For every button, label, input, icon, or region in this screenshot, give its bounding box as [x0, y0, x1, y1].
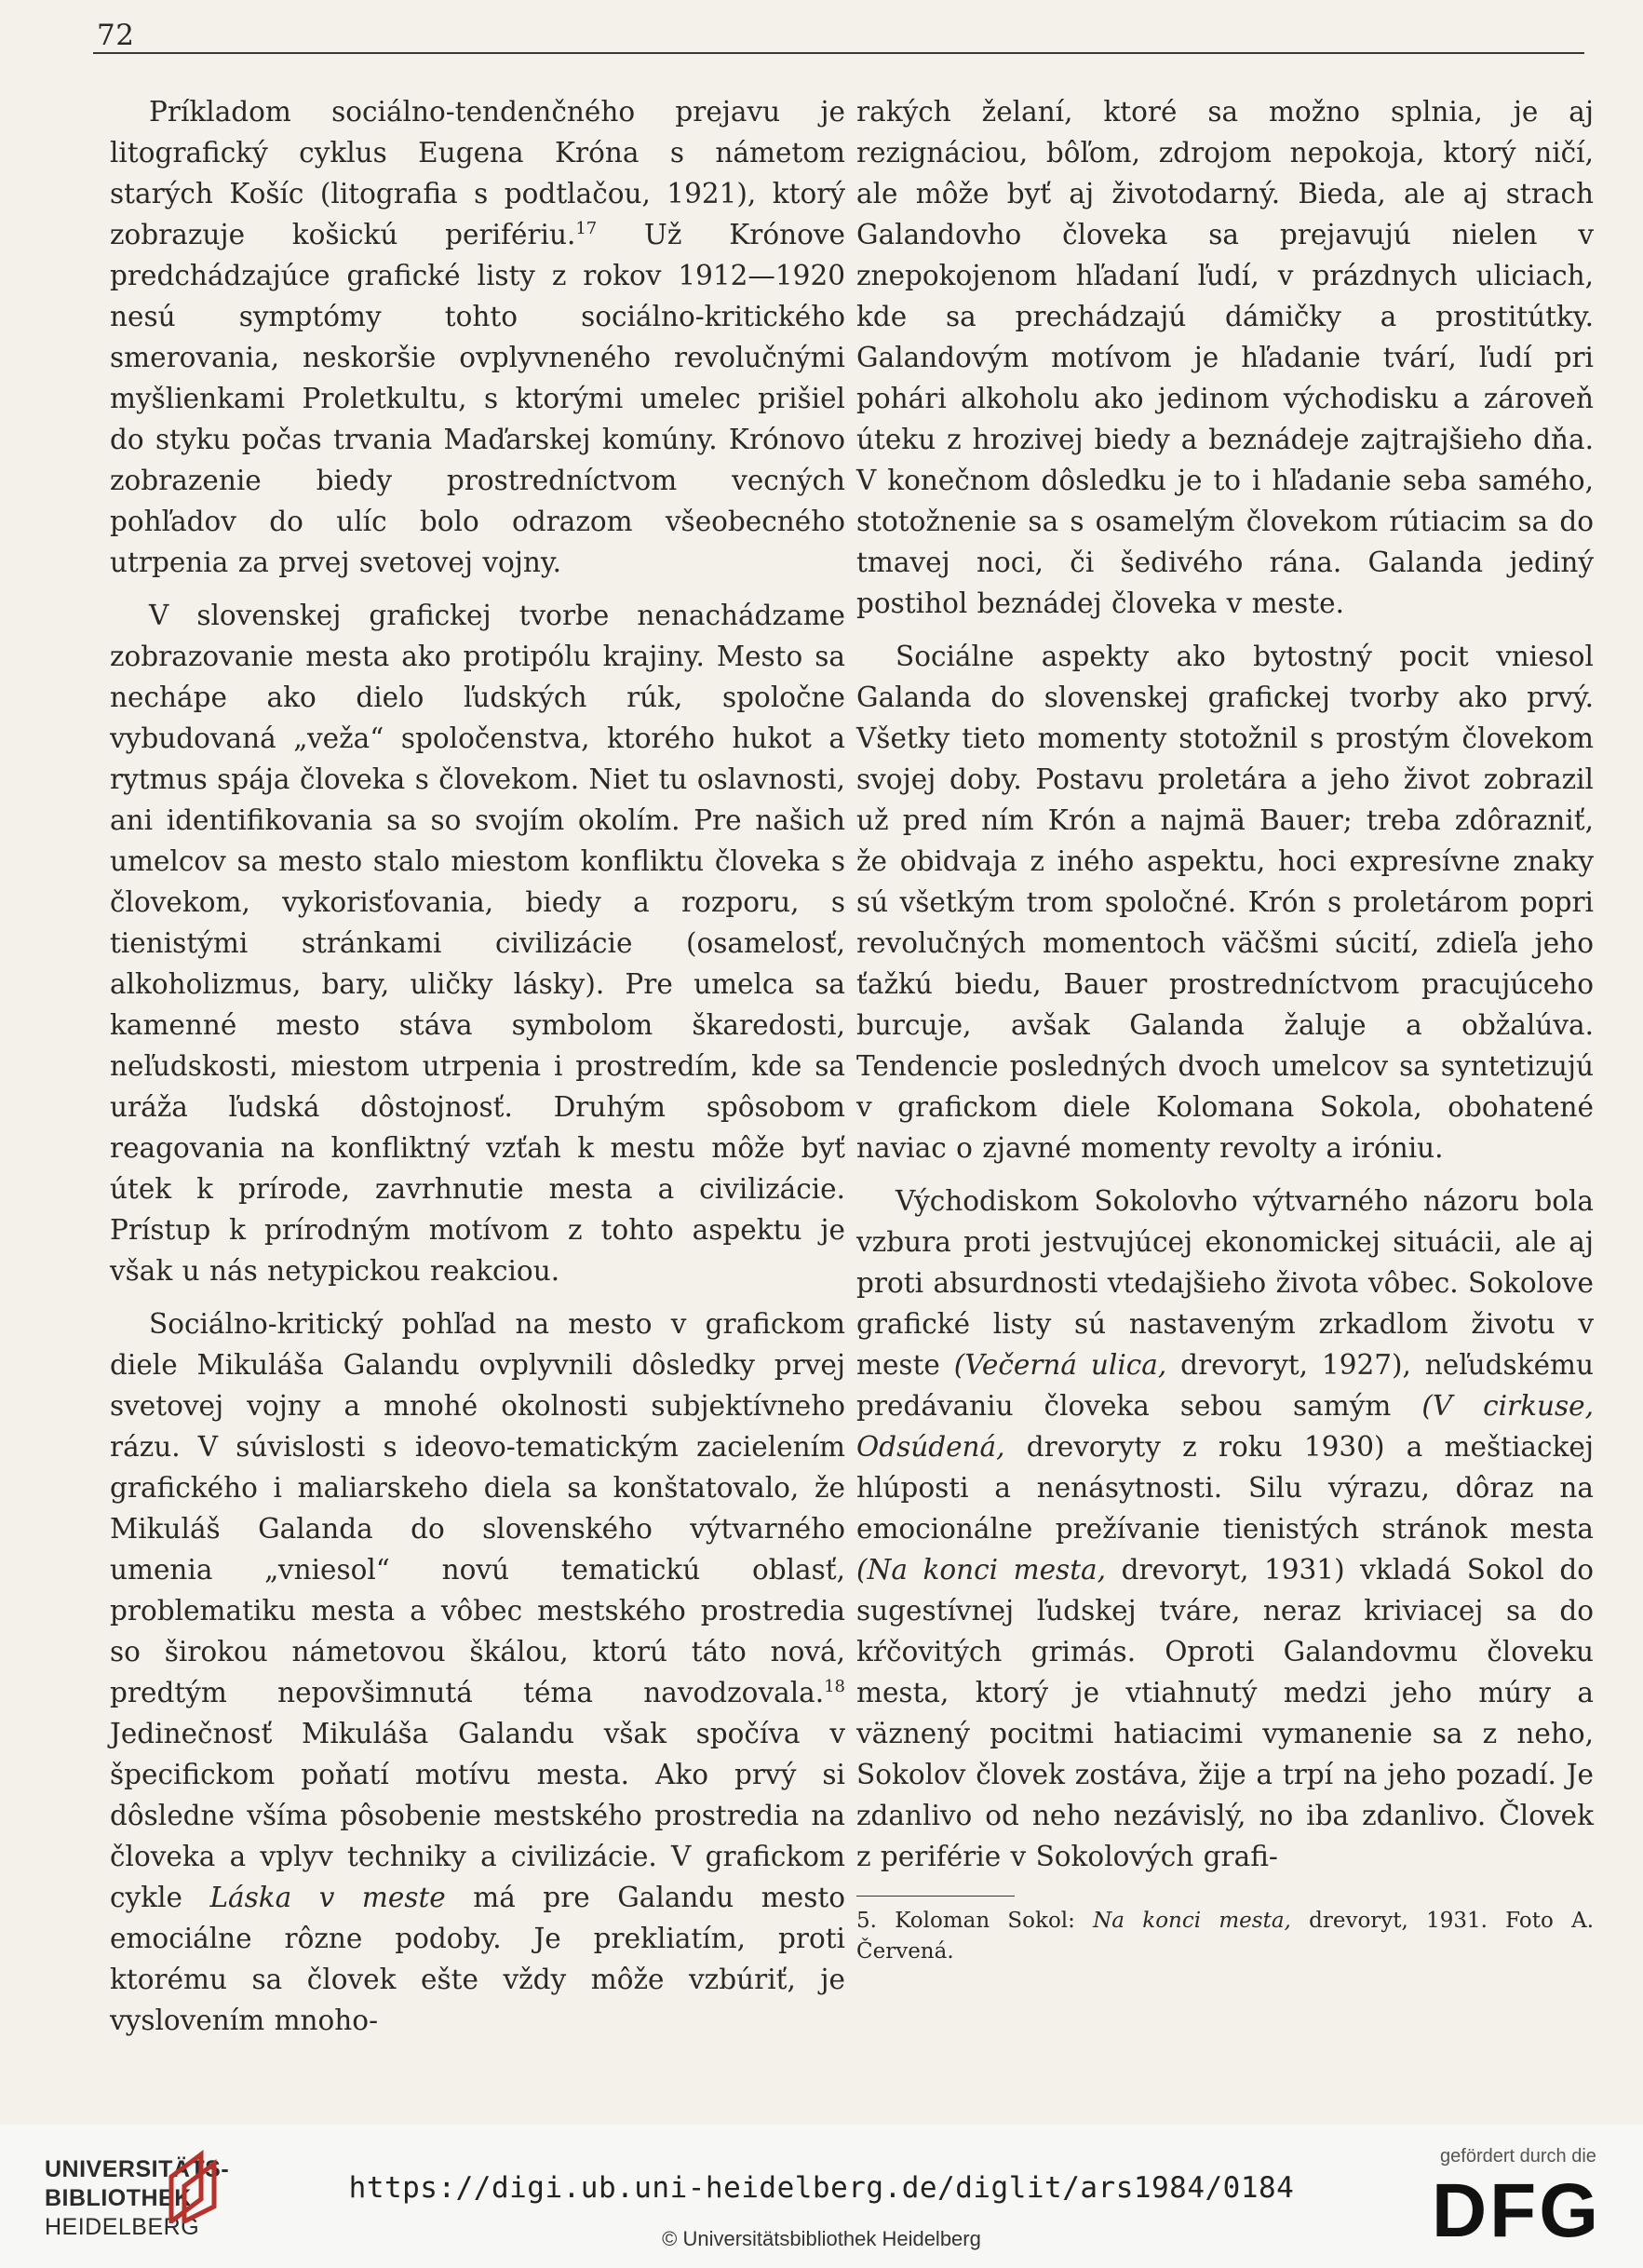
figure-caption	[856, 1906, 1594, 1967]
work-title: (Na konci mesta,	[856, 1554, 1107, 1586]
footnote-ref[interactable]: 17	[575, 219, 598, 239]
paragraph: Sociálne aspekty ako bytostný pocit vniesol Galanda do slovenskej grafickej tvorby ako prvý. Všetky tieto momenty stotožnil s prostým človekom svojej doby. Postavu proletára a jeho život zobrazil už pred ním Krón a najmä Bauer; treba zdôrazniť, že obidvaja z iného aspektu, hoci expresívne znaky sú všetkým trom spoločné. Krón s proletárom popri revolučných momentoch väčšmi súcití, zdieľa jeho ťažkú biedu, Bauer prostredníctvom pracujúceho burcuje, avšak Galanda žaluje a obžalúva. Tendencie posledných dvoch umelcov sa syntetizujú v grafickom diele Kolomana Sokola, obohatené naviac o zjavné momenty revolty a iróniu.	[856, 641, 1594, 1164]
library-name-line: UNIVERSITÄTS-	[45, 2156, 230, 2182]
right-column	[856, 91, 1594, 1979]
work-title: (Večerná ulica,	[953, 1349, 1167, 1381]
work-title: (V cirkuse, Odsúdená,	[856, 1390, 1594, 1463]
left-column	[110, 91, 845, 2053]
paragraph-text: Príkladom sociálno-tendenčného prejavu je litografický cyklus Eugena Króna s námetom starých Košíc (litografia s podtlačou, 1921), ktorý zobrazuje košickú perifériu.	[110, 96, 845, 250]
caption-title: Na konci mesta,	[1093, 1909, 1291, 1933]
footnote-rule	[856, 1896, 1015, 1897]
library-name-line: HEIDELBERG	[45, 2214, 200, 2240]
page-number: 72	[97, 19, 135, 52]
caption-text: drevoryt, 1931. Foto A. Červená.	[856, 1909, 1595, 1964]
copyright-notice: © Universitätsbibliothek Heidelberg	[662, 2227, 981, 2250]
paragraph-text: drevoryty z roku 1930) a meštiackej hlúposti a nenásytnosti. Silu výrazu, dôraz na emocionálne prežívanie tienistých stránok mesta	[856, 1431, 1594, 1545]
paragraph-text: drevoryt, 1931) vkladá Sokol do sugestívnej ľudskej tváre, neraz kriviacej sa do kŕčovitých grimás. Oproti Galandovmu človeku mesta, ktorý je vtiahnutý medzi jeho múry a väznený pocitmi hatiacimi vymanenie sa z neho, Sokolov človek zostáva, žije a trpí na jeho pozadí. Je zdanlivo od neho nezávislý, no iba zdanlivo. Človek z periférie v Sokolových grafi-	[856, 1554, 1594, 1872]
permalink[interactable]: https://digi.ub.uni-heidelberg.de/diglit/ars1984/0184	[348, 2171, 1295, 2205]
library-name-line: BIBLIOTHEK	[45, 2185, 192, 2211]
paragraph-text: Sociálno-kritický pohľad na mesto v grafickom diele Mikuláša Galandu ovplyvnili dôsledky prvej svetovej vojny a mnohé okolnosti subjektívneho rázu. V súvislosti s ideovo-tematickým zacielením grafického i maliarskeho diela sa konštatovalo, že Mikuláš Galanda do slovenského výtvarného umenia „vniesol“ novú tematickú oblasť, problematiku mesta a vôbec mestského prostredia so širokou námetovou škálou, ktorú táto nová, predtým nepovšimnutá téma navodzovala.	[110, 1308, 845, 1708]
work-title: Láska v meste	[209, 1882, 446, 1913]
funding-caption: gefördert durch die	[1440, 2146, 1596, 2167]
paragraph	[110, 91, 845, 583]
dfg-logo[interactable]: DFG	[1431, 2168, 1602, 2253]
top-rule	[93, 52, 1584, 54]
paragraph	[110, 1303, 845, 2041]
paragraph-text: drevoryt, 1927), neľudskému predávaniu človeka sebou samým	[856, 1349, 1594, 1422]
caption-text: 5. Koloman Sokol:	[856, 1909, 1094, 1933]
paragraph-text: má pre Galandu mesto emociálne rôzne podoby. Je prekliatím, proti ktorému sa človek ešte vždy môže vzbúriť, je vyslovením mnoho-	[110, 1882, 845, 2036]
paragraph-text: Východiskom Sokolovho výtvarného názoru bola vzbura proti jestvujúcej ekonomickej situácii, ale aj proti absurdnosti vtedajšieho života vôbec. Sokolove grafické listy sú nastaveným zrkadlom životu v meste	[856, 1185, 1594, 1381]
paragraph-text: Jedinečnosť Mikuláša Galandu však spočíva v špecifickom poňatí motívu mesta. Ako prvý si dôsledne všíma pôsobenie mestského prostredia na človeka a vplyv techniky a civilizácie. V grafickom cykle	[110, 1718, 845, 1913]
footnote-ref[interactable]: 18	[824, 1677, 845, 1697]
paragraph	[856, 1181, 1594, 1877]
paragraph-text: Už Krónove predchádzajúce grafické listy z rokov 1912—1920 nesú symptómy tohto sociálno-kritického smerovania, neskoršie ovplyvneného revolučnými myšlienkami Proletkultu, s ktorými umelec prišiel do styku počas trvania Maďarskej komúny. Krónovo zobrazenie biedy prostredníctvom vecných pohľadov do ulíc bolo odrazom všeobecného utrpenia za prvej svetovej vojny.	[110, 219, 845, 578]
paragraph: V slovenskej grafickej tvorbe nenachádzame zobrazovanie mesta ako protipólu krajiny. Mesto sa nechápe ako dielo ľudských rúk, spoločne vybudovaná „veža“ spoločenstva, ktorého hukot a rytmus spája človeka s človekom. Niet tu oslavnosti, ani identifikovania sa so svojím okolím. Pre našich umelcov sa mesto stalo miestom konfliktu človeka s človekom, vykorisťovania, biedy a rozporu, s tienistými stránkami civilizácie (osamelosť, alkoholizmus, bary, uličky lásky). Pre umelca sa kamenné mesto stáva symbolom škaredosti, neľudskosti, miestom utrpenia i prostredím, kde sa uráža ľudská dôstojnosť. Druhým spôsobom reagovania na konfliktný vzťah k mestu môže byť útek k prírode, zavrhnutie mesta a civilizácie. Prístup k prírodným motívom z tohto aspektu je však u nás netypickou reakciou.	[110, 600, 845, 1287]
paragraph: rakých želaní, ktoré sa možno splnia, je aj rezignáciou, bôľom, zdrojom nepokoja, ktorý ničí, ale môže byť aj životodarný. Bieda, ale aj strach Galandovho človeka sa prejavujú nielen v znepokojenom hľadaní ľudí, v prázdnych uliciach, kde sa prechádzajú dámičky a prostitútky. Galandovým motívom je hľadanie tvárí, ľudí pri pohári alkoholu ako jedinom východisku a zároveň úteku z hrozivej biedy a beznádeje zajtrajšieho dňa. V konečnom dôsledku je to i hľadanie seba samého, stotožnenie sa s osamelým človekom rútiacim sa do tmavej noci, či šedivého rána. Galanda jediný postihol beznádej človeka v meste.	[856, 96, 1594, 619]
